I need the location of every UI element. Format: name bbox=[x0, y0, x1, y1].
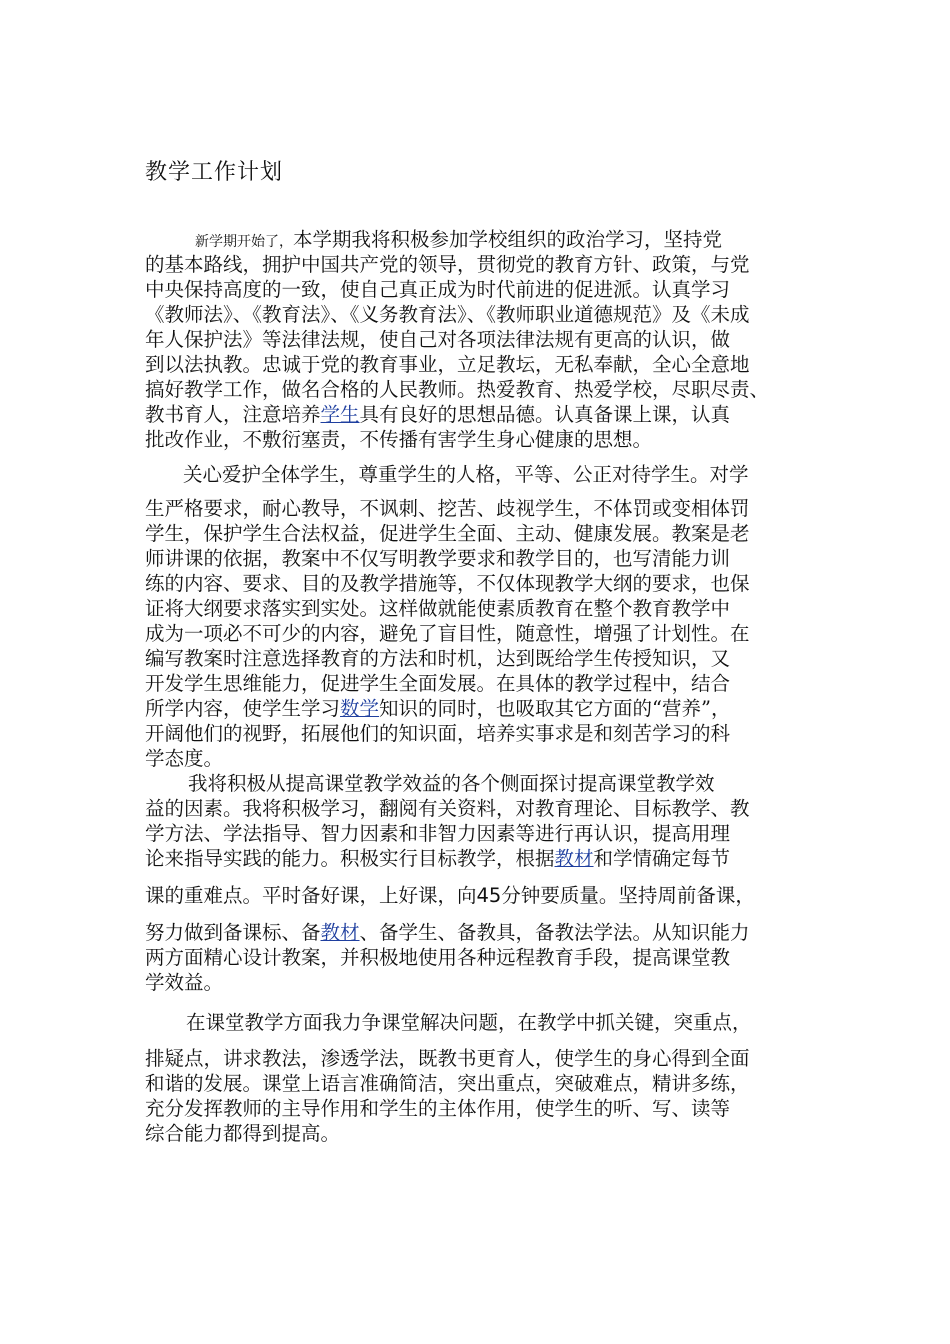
paragraph-2-line-1: 关心爱护全体学生，尊重学生的人格，平等、公正对待学生。对学 bbox=[183, 463, 749, 486]
paragraph-2-line-6: 证将大纲要求落实到实处。这样做就能使素质教育在整个教育教学中 bbox=[145, 597, 731, 620]
paragraph-2-line-2: 生严格要求，耐心教导，不讽刺、挖苦、歧视学生，不体罚或变相体罚 bbox=[145, 497, 750, 520]
paragraph-4-line-1: 在课堂教学方面我力争课堂解决问题，在教学中抓关键，突重点， bbox=[186, 1011, 752, 1034]
link-textbook-1[interactable]: 教材 bbox=[554, 847, 594, 870]
paragraph-1-line-5: 年人保护法》等法律法规，使自己对各项法律法规有更高的认识，做 bbox=[145, 328, 731, 351]
paragraph-4-line-5: 综合能力都得到提高。 bbox=[145, 1122, 341, 1145]
paragraph-2-line-7: 成为一项必不可少的内容，避免了盲目性，随意性，增强了计划性。在 bbox=[145, 622, 750, 645]
paragraph-2-line-12: 学态度。 bbox=[145, 747, 224, 770]
intro-small-text: 新学期开始了， bbox=[195, 234, 293, 250]
paragraph-1-line-4: 《教师法》、《教育法》、《义务教育法》、《教师职业道德规范》及《未成 bbox=[145, 303, 750, 326]
paragraph-3-line-6: 努力做到备课标、备教材、备学生、备教具，备教法学法。从知识能力 bbox=[145, 921, 750, 944]
paragraph-3-line-2: 益的因素。我将积极学习，翻阅有关资料，对教育理论、目标教学、教 bbox=[145, 797, 750, 820]
paragraph-2-line-11: 开阔他们的视野，拓展他们的知识面，培养实事求是和刻苦学习的科 bbox=[145, 722, 731, 745]
paragraph-2-line-3: 学生，保护学生合法权益，促进学生全面、主动、健康发展。教案是老 bbox=[145, 522, 750, 545]
paragraph-1-line-6: 到以法执教。忠诚于党的教育事业，立足教坛，无私奉献，全心全意地 bbox=[145, 353, 750, 376]
paragraph-1-line-1: 新学期开始了，本学期我将积极参加学校组织的政治学习，坚持党 bbox=[195, 228, 723, 251]
paragraph-1-line-3: 中央保持高度的一致，使自己真正成为时代前进的促进派。认真学习 bbox=[145, 278, 731, 301]
paragraph-3-line-5: 课的重难点。平时备好课，上好课，向45分钟要质量。坚持周前备课， bbox=[145, 884, 755, 907]
paragraph-1-line-8: 教书育人，注意培养学生具有良好的思想品德。认真备课上课，认真 bbox=[145, 403, 731, 426]
paragraph-4-line-3: 和谐的发展。课堂上语言准确简洁，突出重点，突破难点，精讲多练， bbox=[145, 1072, 750, 1095]
paragraph-1-line-2: 的基本路线，拥护中国共产党的领导，贯彻党的教育方针、政策，与党 bbox=[145, 253, 750, 276]
link-students[interactable]: 学生 bbox=[320, 403, 360, 426]
paragraph-2-line-10: 所学内容，使学生学习数学知识的同时，也吸取其它方面的“营养”， bbox=[145, 697, 731, 720]
document-title: 教学工作计划 bbox=[145, 160, 284, 185]
paragraph-1-line-9: 批改作业，不敷衍塞责，不传播有害学生身心健康的思想。 bbox=[145, 428, 653, 451]
minutes-number: 45 bbox=[476, 884, 502, 907]
paragraph-2-line-8: 编写教案时注意选择教育的方法和时机，达到既给学生传授知识，又 bbox=[145, 647, 731, 670]
paragraph-3-line-3: 学方法、学法指导、智力因素和非智力因素等进行再认识，提高用理 bbox=[145, 822, 731, 845]
paragraph-3-line-8: 学效益。 bbox=[145, 971, 224, 994]
paragraph-3-line-4: 论来指导实践的能力。积极实行目标教学，根据教材和学情确定每节 bbox=[145, 847, 731, 870]
paragraph-3-line-1: 我将积极从提高课堂教学效益的各个侧面探讨提高课堂教学效 bbox=[188, 772, 715, 795]
paragraph-4-line-2: 排疑点，讲求教法，渗透学法，既教书更育人，使学生的身心得到全面 bbox=[145, 1047, 750, 1070]
paragraph-3-line-7: 两方面精心设计教案，并积极地使用各种远程教育手段，提高课堂教 bbox=[145, 946, 731, 969]
paragraph-1-line-7: 搞好教学工作，做名合格的人民教师。热爱教育、热爱学校，尽职尽责、 bbox=[145, 378, 770, 401]
link-textbook-2[interactable]: 教材 bbox=[320, 921, 360, 944]
paragraph-2-line-4: 师讲课的依据，教案中不仅写明教学要求和教学目的，也写清能力训 bbox=[145, 547, 731, 570]
link-math[interactable]: 数学 bbox=[340, 697, 380, 720]
paragraph-2-line-5: 练的内容、要求、目的及教学措施等，不仅体现教学大纲的要求，也保 bbox=[145, 572, 750, 595]
paragraph-4-line-4: 充分发挥教师的主导作用和学生的主体作用，使学生的听、写、读等 bbox=[145, 1097, 731, 1120]
paragraph-2-line-9: 开发学生思维能力，促进学生全面发展。在具体的教学过程中，结合 bbox=[145, 672, 731, 695]
